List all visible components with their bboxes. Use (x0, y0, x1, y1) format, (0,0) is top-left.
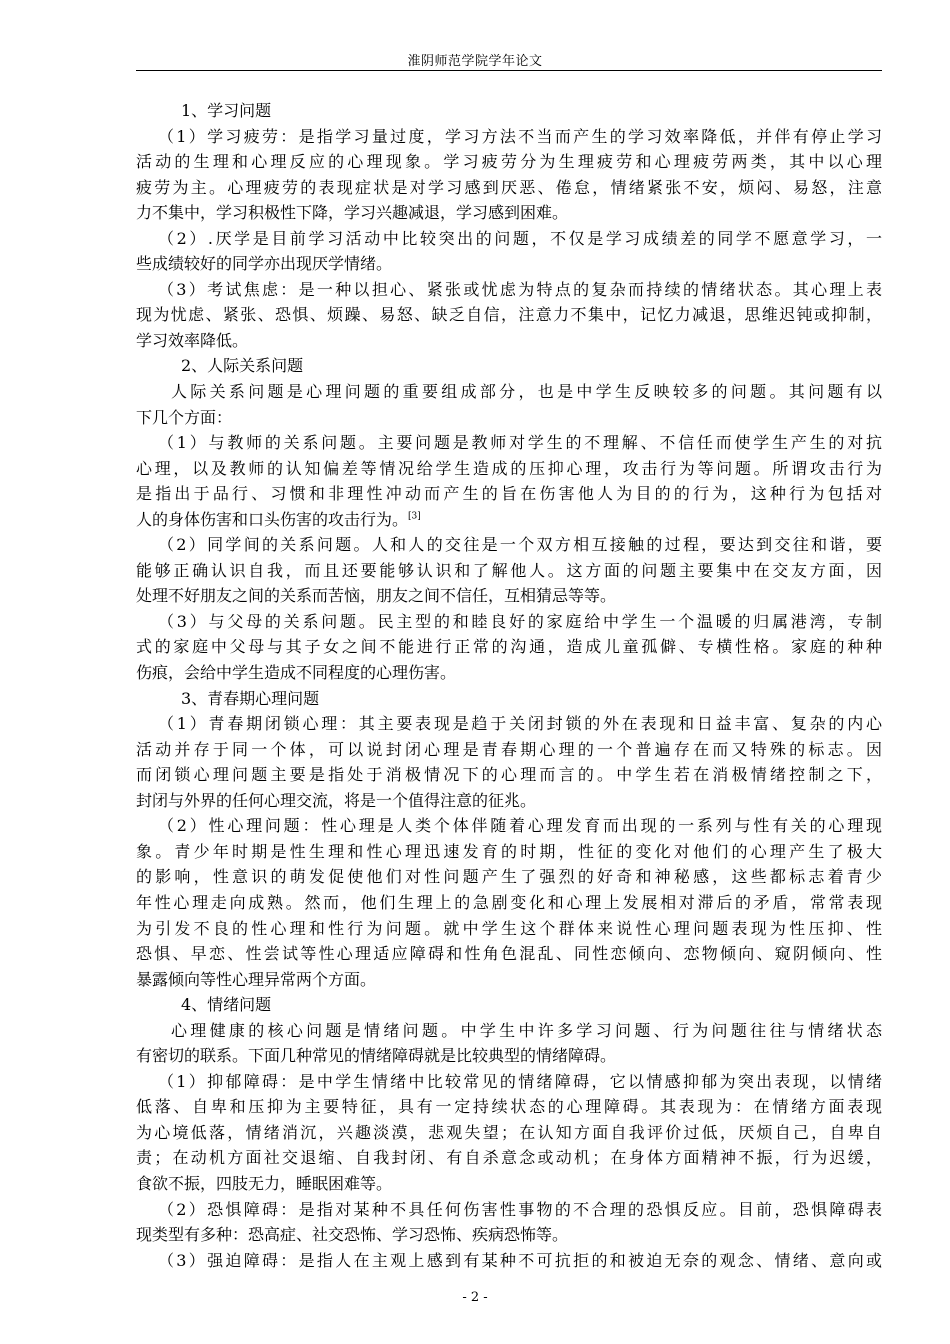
text-line (136, 737, 882, 763)
page-number: - 2 - (462, 1290, 488, 1305)
text-line-content: （2）.厌学是目前学习活动中比较突出的问题，不仅是学习成绩差的同学不愿意学习，一 (158, 228, 882, 248)
text-line (136, 711, 882, 737)
text-line-content: 为心境低落，情绪消沉，兴趣淡漠，悲观失望；在认知方面自我评价过低，厌烦自己，自卑自 (136, 1122, 882, 1142)
text-line-content: 心理，以及教师的认知偏差等情况给学生造成的压抑心理，攻击行为等问题。所谓攻击行为 (136, 458, 882, 478)
text-line-content: 3、青春期心理问题 (181, 688, 320, 708)
text-line-content: 人的身体伤害和口头伤害的攻击行为。 (136, 509, 409, 529)
text-line-content: 伤痕，会给中学生造成不同程度的心理伤害。 (136, 663, 457, 683)
text-line (136, 864, 882, 890)
text-line (136, 353, 882, 379)
text-line (136, 839, 882, 865)
text-line (136, 916, 882, 942)
text-line-content: 是指出于品行、习惯和非理性冲动而产生的旨在伤害他人为目的的行为，这种行为包括对 (136, 484, 882, 504)
text-line (136, 405, 882, 431)
text-line-content: 力不集中，学习积极性下降，学习兴趣减退，学习感到困难。 (136, 203, 569, 223)
text-line-content: 象。青少年时期是性生理和性心理迅速发育的时期，性征的变化对他们的心理产生了极大 (136, 841, 882, 861)
text-line (136, 558, 882, 584)
text-line-content: 活动并存于同一个体，可以说封闭心理是青春期心理的一个普遍存在而又特殊的标志。因 (136, 739, 882, 759)
text-line (136, 1069, 882, 1095)
text-line (136, 481, 882, 507)
text-line-content: 人际关系问题是心理问题的重要组成部分，也是中学生反映较多的问题。其问题有以 (171, 382, 882, 402)
text-line (136, 583, 882, 609)
text-line-content: 食欲不振，四肢无力，睡眠困难等。 (136, 1173, 393, 1193)
text-line (136, 967, 882, 993)
text-line-content: 恐惧、早恋、性尝试等性心理适应障碍和性角色混乱、同性恋倾向、恋物倾向、窥阴倾向、性 (136, 944, 882, 964)
text-line-content: 4、情绪问题 (181, 995, 272, 1015)
text-line (136, 813, 882, 839)
document-body (136, 98, 882, 1273)
text-line-content: （1）学习疲劳：是指学习量过度，学习方法不当而产生的学习效率降低，并伴有停止学习 (158, 126, 882, 146)
text-line-content: 封闭与外界的任何心理交流，将是一个值得注意的征兆。 (136, 790, 537, 810)
text-line (136, 456, 882, 482)
text-line-content: 而闭锁心理问题主要是指处于消极情况下的心理而言的。中学生若在消极情绪控制之下， (136, 765, 882, 785)
text-line-content: （1）抑郁障碍：是中学生情绪中比较常见的情绪障碍，它以情感抑郁为突出表现，以情绪 (158, 1071, 882, 1091)
text-line (136, 277, 882, 303)
text-line-content: 低落、自卑和压抑为主要特征，具有一定持续状态的心理障碍。其表现为：在情绪方面表现 (136, 1097, 882, 1117)
text-line-content: 能够正确认识自我，而且还要能够认识和了解他人。这方面的问题主要集中在交友方面，因 (136, 560, 882, 580)
text-line-content: 心理健康的核心问题是情绪问题。中学生中许多学习问题、行为问题往往与情绪状态 (171, 1020, 882, 1040)
text-line-content: 些成绩较好的同学亦出现厌学情绪。 (136, 254, 393, 274)
text-line (136, 200, 882, 226)
text-line (136, 302, 882, 328)
text-line-content: 学习效率降低。 (136, 330, 249, 350)
text-line (136, 379, 882, 405)
text-line (136, 1120, 882, 1146)
text-line-content: （2）同学间的关系问题。人和人的交往是一个双方相互接触的过程，要达到交往和谐，要 (158, 535, 882, 555)
text-line-content: 疲劳为主。心理疲劳的表现症状是对学习感到厌恶、倦怠，情绪紧张不安，烦闷、易怒，注意 (136, 177, 882, 197)
text-line (136, 251, 882, 277)
text-line-content: 为引发不良的性心理和性行为问题。就中学生这个群体来说性心理问题表现为性压抑、性 (136, 918, 882, 938)
text-line-content: （2）性心理问题：性心理是人类个体伴随着心理发育而出现的一系列与性有关的心理现 (158, 816, 882, 836)
text-line-content: （3）强迫障碍：是指人在主观上感到有某种不可抗拒的和被迫无奈的观念、情绪、意向或 (158, 1250, 882, 1270)
text-line-content: 暴露倾向等性心理异常两个方面。 (136, 969, 377, 989)
text-line (136, 507, 882, 533)
text-line-content: （1）与教师的关系问题。主要问题是教师对学生的不理解、不信任而使学生产生的对抗 (158, 433, 882, 453)
text-line (136, 634, 882, 660)
text-line (136, 941, 882, 967)
text-line (136, 175, 882, 201)
text-line (136, 124, 882, 150)
text-line-content: 下几个方面： (136, 407, 233, 427)
text-line (136, 686, 882, 712)
text-line (136, 1171, 882, 1197)
text-line-content: 年性心理走向成熟。然而，他们生理上的急剧变化和心理上发展相对滞后的矛盾，常常表现 (136, 892, 882, 912)
text-line-content: （2）恐惧障碍：是指对某种不具任何伤害性事物的不合理的恐惧反应。目前，恐惧障碍表 (158, 1199, 882, 1219)
text-line (136, 762, 882, 788)
text-line (136, 226, 882, 252)
page-header-title: 淮阴师范学院学年论文 (407, 54, 543, 69)
text-line (136, 98, 882, 124)
text-line-content: 活动的生理和心理反应的心理现象。学习疲劳分为生理疲劳和心理疲劳两类，其中以心理 (136, 152, 882, 172)
text-line (136, 328, 882, 354)
text-line (136, 1018, 882, 1044)
text-line-content: （3）与父母的关系问题。民主型的和睦良好的家庭给中学生一个温暖的归属港湾，专制 (158, 611, 882, 631)
text-line-content: 处理不好朋友之间的关系而苦恼，朋友之间不信任，互相猜忌等等。 (136, 586, 617, 606)
text-line-content: 现类型有多种：恐高症、社交恐怖、学习恐怖、疾病恐怖等。 (136, 1225, 569, 1245)
text-line-content: 的影响，性意识的萌发促使他们对性问题产生了强烈的好奇和神秘感，这些都标志着青少 (136, 867, 882, 887)
text-line (136, 788, 882, 814)
text-line (136, 1043, 882, 1069)
text-line-content: （1）青春期闭锁心理：其主要表现是趋于关闭封锁的外在表现和日益丰富、复杂的内心 (158, 714, 882, 734)
text-line (136, 1222, 882, 1248)
text-line (136, 1248, 882, 1274)
text-line (136, 1197, 882, 1223)
text-line-content: 式的家庭中父母与其子女之间不能进行正常的沟通，造成儿童孤僻、专横性格。家庭的种种 (136, 637, 882, 657)
text-line (136, 609, 882, 635)
text-line (136, 890, 882, 916)
text-line-content: 责；在动机方面社交退缩、自我封闭、有自杀意念或动机；在身体方面精神不振，行为迟缓， (136, 1148, 882, 1168)
text-line (136, 992, 882, 1018)
text-line (136, 1094, 882, 1120)
text-line (136, 149, 882, 175)
header-rule (136, 70, 882, 71)
text-line-content: 有密切的联系。下面几种常见的情绪障碍就是比较典型的情绪障碍。 (136, 1046, 617, 1066)
text-line (136, 1145, 882, 1171)
text-line-content: （3）考试焦虑：是一种以担心、紧张或忧虑为特点的复杂而持续的情绪状态。其心理上表 (158, 279, 882, 299)
text-line (136, 660, 882, 686)
citation-marker: [3] (408, 511, 421, 522)
text-line (136, 532, 882, 558)
text-line (136, 430, 882, 456)
text-line-content: 现为忧虑、紧张、恐惧、烦躁、易怒、缺乏自信，注意力不集中，记忆力减退，思维迟钝或抑制， (136, 305, 882, 325)
text-line-content: 1、学习问题 (181, 101, 272, 120)
text-line-content: 2、人际关系问题 (181, 356, 304, 376)
